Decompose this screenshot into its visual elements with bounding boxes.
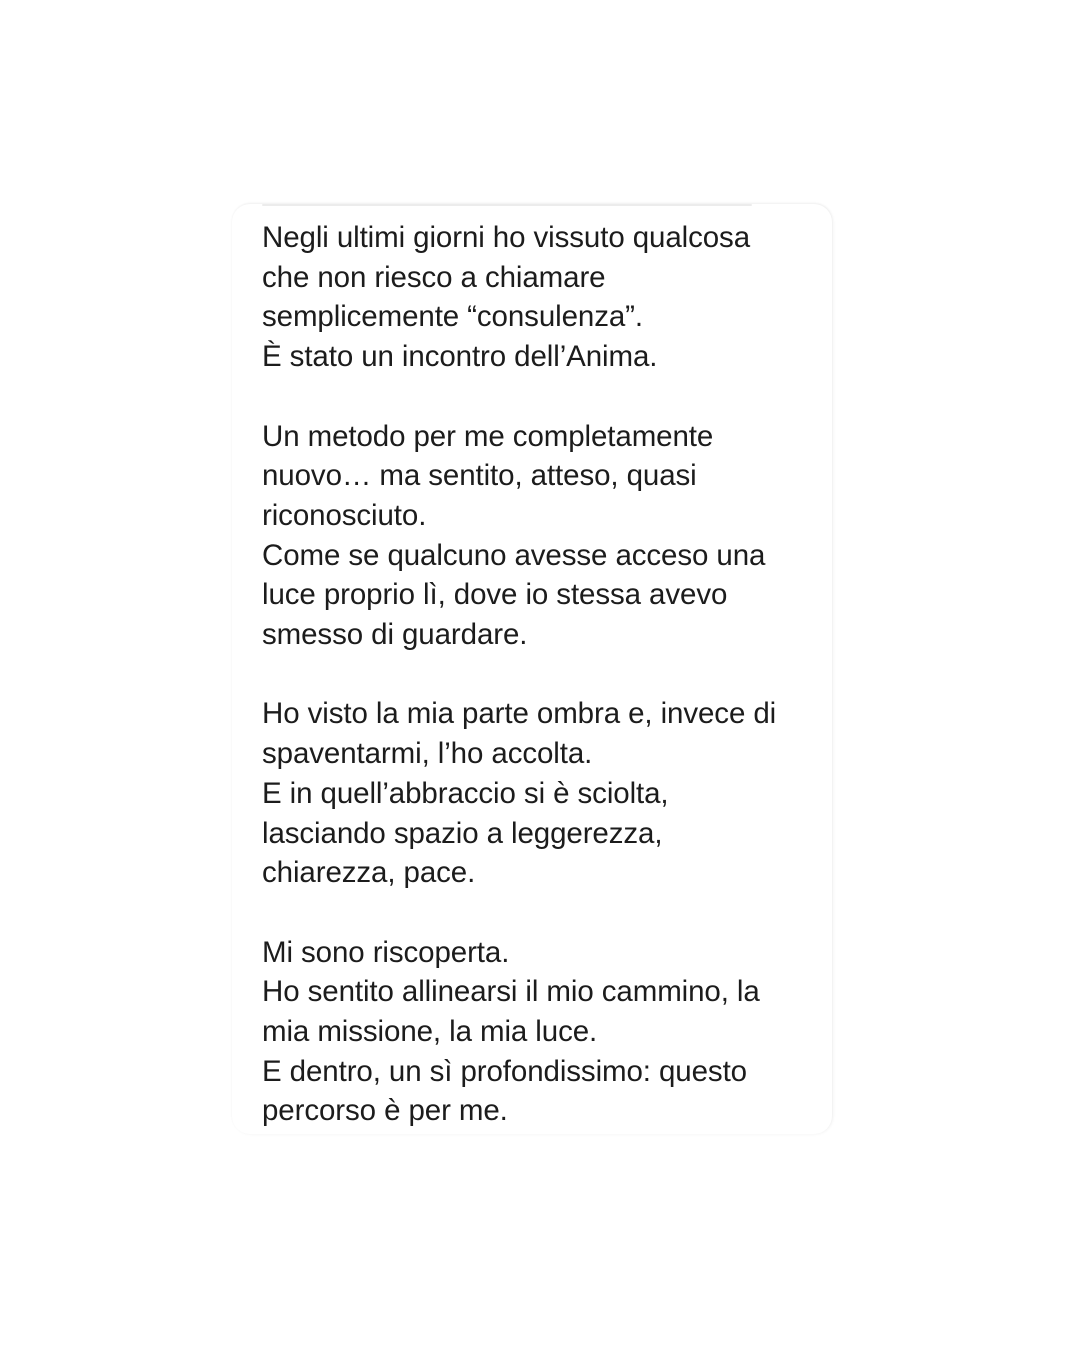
text-line: riconosciuto. — [262, 498, 427, 532]
paragraph-3 — [262, 694, 822, 893]
text-line: lasciando spazio a leggerezza, — [262, 816, 663, 850]
text-line: Mi sono riscoperta. — [262, 935, 510, 969]
text-line: spaventarmi, l’ho accolta. — [262, 737, 593, 771]
text-line: Negli ultimi giorni ho vissuto qualcosa — [262, 221, 751, 254]
text-line: Un metodo per me completamente — [262, 419, 714, 453]
text-line: percorso è per me. — [262, 1094, 508, 1128]
text-line: Ho visto la mia parte ombra e, invece di — [262, 697, 777, 731]
text-line: che non riesco a chiamare — [262, 260, 606, 294]
text-line: nuovo… ma sentito, atteso, quasi — [262, 459, 697, 493]
text-line: luce proprio lì, dove io stessa avevo — [262, 578, 728, 612]
text-line: smesso di guardare. — [262, 618, 528, 652]
paragraph-1 — [262, 218, 822, 377]
text-line: E in quell’abbraccio si è sciolta, — [262, 776, 669, 810]
text-line: È stato un incontro dell’Anima. — [262, 340, 658, 374]
card-top-edge — [262, 204, 752, 206]
text-line: Ho sentito allinearsi il mio cammino, la — [262, 975, 760, 1009]
text-line: semplicemente “consulenza”. — [262, 300, 643, 334]
paragraph-2 — [262, 417, 822, 655]
message-body — [262, 218, 822, 1131]
message-card — [232, 204, 832, 1134]
text-line: E dentro, un sì profondissimo: questo — [262, 1054, 747, 1088]
text-line: chiarezza, pace. — [262, 856, 476, 890]
paragraph-4 — [262, 933, 822, 1132]
text-line: mia missione, la mia luce. — [262, 1015, 598, 1049]
text-line: Come se qualcuno avesse acceso una — [262, 538, 766, 572]
